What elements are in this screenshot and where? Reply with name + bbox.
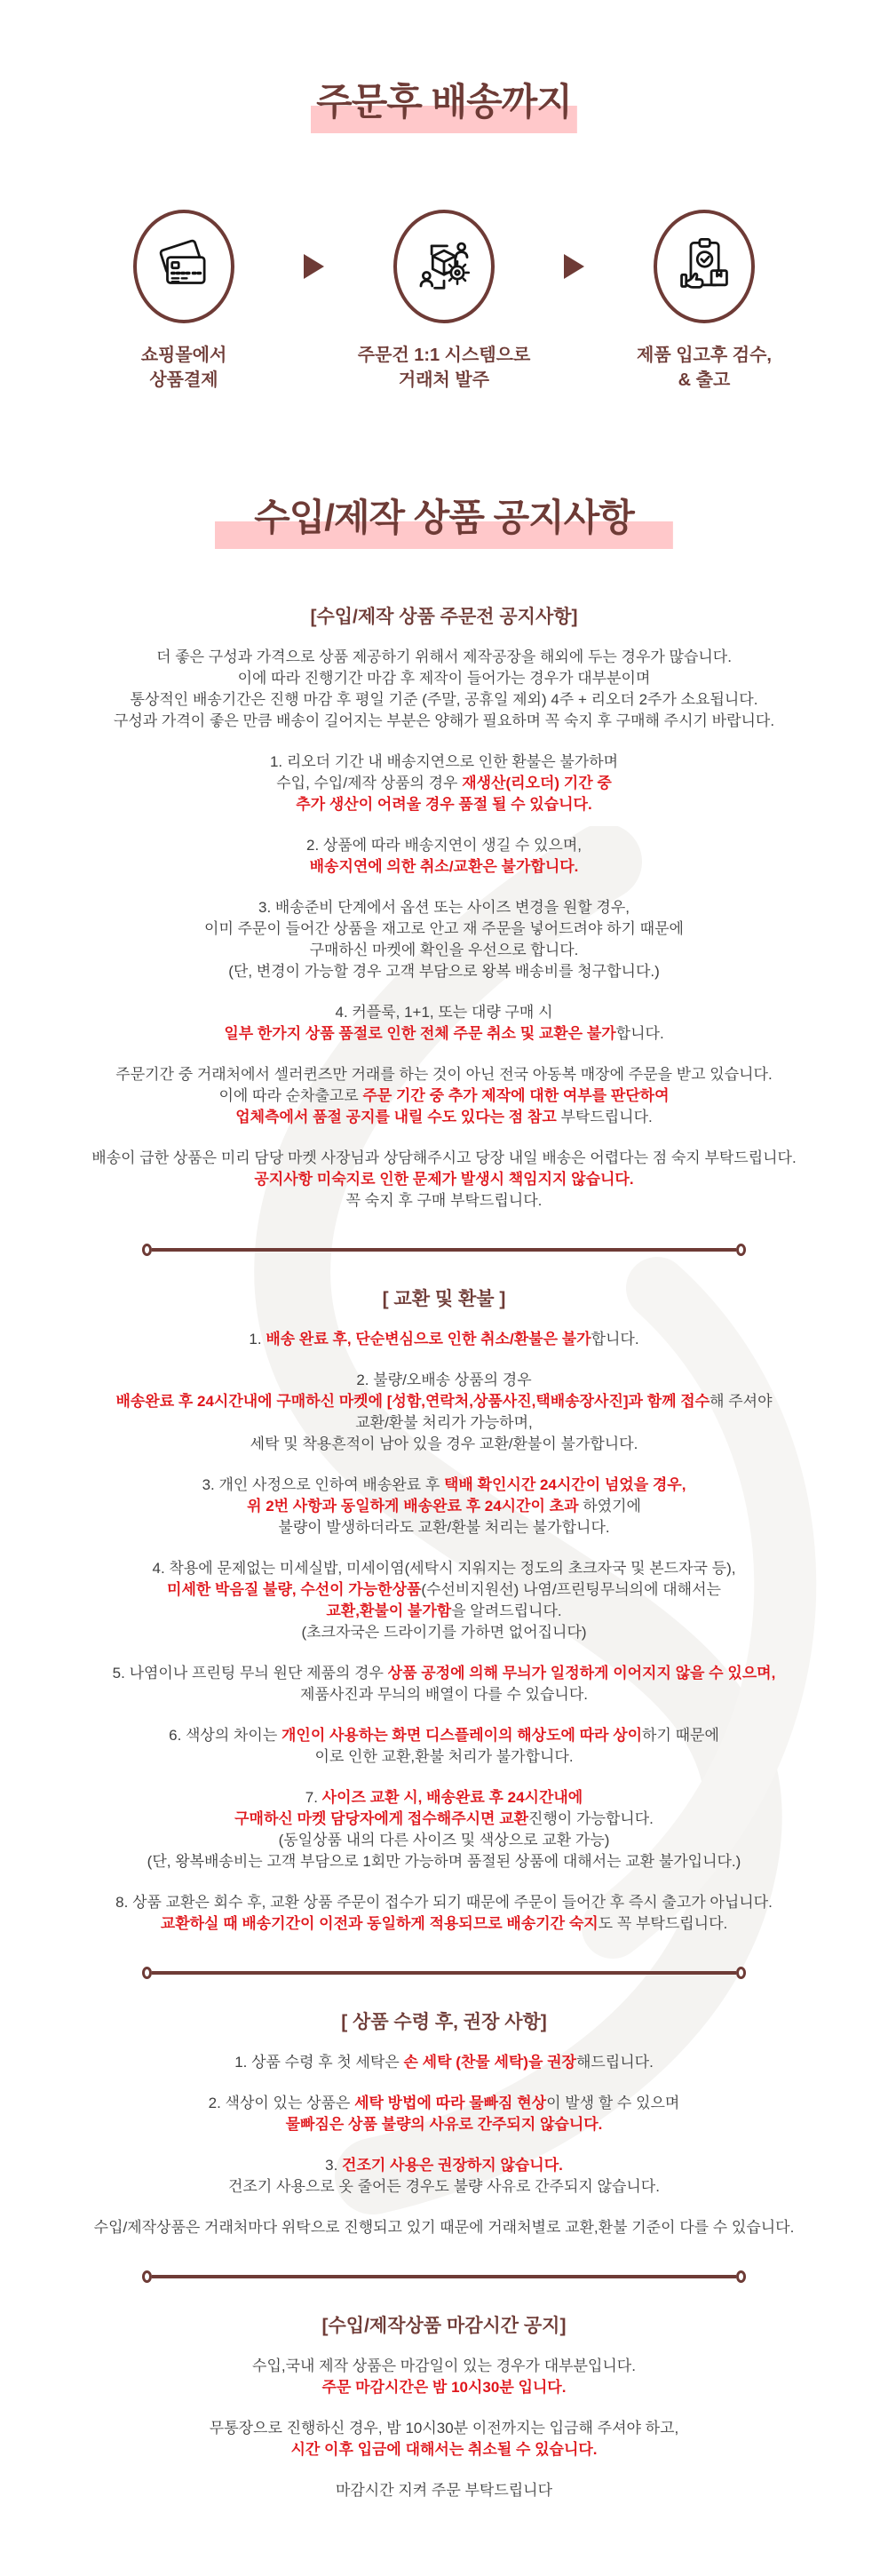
text-run: 일부 한가지 상품 품절로 인한 전체 주문 취소 및 교환은 불가 <box>224 1025 616 1043</box>
section-header: [수입/제작상품 마감시간 공지] <box>321 2316 567 2337</box>
text-run: 구성과 가격이 좋은 만큼 배송이 길어지는 부분은 양해가 필요하며 꼭 숙지 후 구매해 주시기 바랍니다. <box>113 712 775 730</box>
text-line <box>0 647 888 668</box>
text-run: (동일상품 내의 다른 사이즈 및 색상으로 교환 가능) <box>278 1832 610 1849</box>
text-line <box>0 1496 888 1517</box>
text-line <box>0 689 888 711</box>
step-label-line2: 거래처 발주 <box>398 370 490 391</box>
text-line <box>0 1370 888 1391</box>
text-run: 3. 배송준비 단계에서 옵션 또는 사이즈 변경을 원할 경우, <box>258 899 630 917</box>
text-run: 합니다. <box>591 1331 639 1348</box>
text-line <box>0 1558 888 1579</box>
text-line <box>0 1746 888 1768</box>
text-run: 구매하신 마켓에 확인을 우선으로 합니다. <box>309 942 579 959</box>
text-run: 7. <box>305 1789 322 1807</box>
text-line <box>0 794 888 815</box>
divider-end-dot <box>142 1244 152 1256</box>
text-line <box>0 1579 888 1601</box>
hero-title: 주문후 배송까지 <box>311 82 577 133</box>
process-step-payment <box>69 210 298 393</box>
order-system-icon <box>411 234 477 299</box>
text-run: 세탁 방법에 따라 물빠짐 현상 <box>354 2095 547 2112</box>
text-run: 수입/제작상품은 거래처마다 위탁으로 진행되고 있기 때문에 거래처별로 교환,환불 기준이 다를 수 있습니다. <box>93 2219 795 2237</box>
inspection-clipboard-icon <box>671 234 737 299</box>
divider-end-dot <box>736 2270 746 2283</box>
text-run: 상품 공정에 의해 무늬가 일정하게 이어지지 않을 수 있으며, <box>387 1665 776 1682</box>
divider-end-dot <box>736 1244 746 1256</box>
text-line <box>0 1622 888 1643</box>
divider-line <box>152 1971 736 1975</box>
text-run: 이미 주문이 들어간 상품을 재고로 안고 재 주문을 넣어드려야 하기 때문에 <box>204 920 684 938</box>
text-line <box>0 1085 888 1107</box>
text-run: 불량이 발생하더라도 교환/환불 처리는 불가합니다. <box>278 1519 610 1537</box>
text-run: (초크자국은 드라이기를 가하면 없어집니다) <box>301 1624 587 1642</box>
text-line <box>0 2052 888 2073</box>
text-line <box>0 2176 888 2198</box>
text-run: 교환하실 때 배송기간이 이전과 동일하게 적용되므로 배송기간 숙지 <box>160 1915 599 1933</box>
text-line <box>0 2093 888 2114</box>
text-line <box>0 1913 888 1935</box>
text-line <box>0 1851 888 1872</box>
text-run: 1. <box>249 1331 266 1348</box>
text-run: (단, 왕복배송비는 고객 부담으로 1회만 가능하며 품절된 상품에 대해서는 교환 불가입니다.) <box>147 1853 741 1871</box>
divider-line <box>152 1248 736 1252</box>
text-line <box>0 1892 888 1913</box>
text-line <box>0 940 888 961</box>
notice-paragraph <box>0 835 888 878</box>
text-line <box>0 1725 888 1746</box>
text-line <box>0 1064 888 1085</box>
text-line <box>0 1434 888 1455</box>
text-run: 1. 리오더 기간 내 배송지연으로 인한 환불은 불가하며 <box>269 753 619 771</box>
text-run: 손 세탁 (찬물 세탁)을 권장 <box>403 2054 576 2071</box>
notice-paragraph <box>0 2093 888 2135</box>
step-label <box>141 343 227 393</box>
text-line <box>0 751 888 773</box>
hero-title-row <box>0 82 888 133</box>
text-run: 배송 완료 후, 단순변심으로 인한 취소/환불은 불가 <box>266 1331 591 1348</box>
text-run: 이에 따라 순차출고로 <box>218 1087 363 1105</box>
notice-paragraph <box>0 1002 888 1045</box>
arrow-right-icon <box>564 210 584 323</box>
text-line <box>0 668 888 689</box>
text-run: 공지사항 미숙지로 인한 문제가 발생시 책임지지 않습니다. <box>254 1171 634 1189</box>
text-run: 주문 마감시간은 밤 10시30분 입니다. <box>321 2379 567 2397</box>
text-line <box>0 2439 888 2461</box>
text-run: 이에 따라 진행기간 마감 후 제작이 들어가는 경우가 대부분이며 <box>237 670 651 688</box>
text-run: 개인이 사용하는 화면 디스플레이의 해상도에 따라 상이 <box>281 1727 643 1745</box>
text-run: 합니다. <box>615 1025 664 1043</box>
process-step-inspection <box>590 210 819 393</box>
text-run: 2. 상품에 따라 배송지연이 생길 수 있으며, <box>306 837 582 855</box>
notice-paragraph <box>0 2480 888 2501</box>
text-run: 건조기 사용은 권장하지 않습니다. <box>342 2157 563 2174</box>
text-run: 4. 커플룩, 1+1, 또는 대량 구매 시 <box>335 1004 553 1022</box>
text-run: 배송이 급한 상품은 미리 담당 마켓 사장님과 상담해주시고 당장 내일 배송은 어렵다는 점 숙지 부탁드립니다. <box>91 1149 797 1167</box>
text-run: 제품사진과 무늬의 배열이 다를 수 있습니다. <box>300 1686 588 1704</box>
notice-paragraph <box>0 2356 888 2398</box>
text-run: 1. 상품 수령 후 첫 세탁은 <box>234 2054 404 2071</box>
order-process <box>0 210 888 393</box>
text-run: 하였기에 <box>578 1498 641 1515</box>
text-line <box>0 1148 888 1169</box>
text-run: 교환,환불이 불가함 <box>326 1602 452 1620</box>
text-line <box>0 2155 888 2176</box>
divider-line <box>152 2275 736 2278</box>
text-run: 6. 색상의 차이는 <box>169 1727 281 1745</box>
section-divider <box>142 2270 746 2283</box>
step-circle <box>393 210 495 323</box>
text-run: 주문 기간 중 추가 제작에 대한 여부를 판단하여 <box>362 1087 670 1105</box>
notice-paragraph <box>0 1148 888 1212</box>
text-line <box>0 1412 888 1434</box>
text-run: 수입, 수입/제작 상품의 경우 <box>276 775 463 792</box>
text-line <box>0 2377 888 2398</box>
step-label-line1: 제품 입고후 검수, <box>637 346 772 366</box>
section-header: [ 상품 수령 후, 권장 사항] <box>341 2012 547 2033</box>
text-line <box>0 1023 888 1045</box>
text-line <box>0 897 888 918</box>
notice-paragraph <box>0 1787 888 1872</box>
text-line <box>0 1601 888 1622</box>
text-line <box>0 856 888 878</box>
text-line <box>0 2418 888 2439</box>
notice-paragraph <box>0 1475 888 1538</box>
text-line <box>0 961 888 982</box>
notice-paragraph <box>0 751 888 815</box>
text-line <box>0 2217 888 2238</box>
text-line <box>0 835 888 856</box>
notice-paragraph <box>0 2155 888 2198</box>
text-line <box>0 1391 888 1412</box>
text-line <box>0 1329 888 1350</box>
text-run: 미세한 박음질 불량, 수선이 가능한상품 <box>167 1581 422 1599</box>
text-line <box>0 1517 888 1538</box>
text-run: 업체측에서 품절 공지를 내릴 수도 있다는 점 참고 <box>235 1109 557 1126</box>
text-run: 하기 때문에 <box>642 1727 719 1745</box>
credit-card-icon <box>151 234 217 299</box>
text-run: 물빠짐은 상품 불량의 사유로 간주되지 않습니다. <box>285 2116 603 2134</box>
text-run: 해드립니다. <box>575 2054 654 2071</box>
section-divider <box>142 1967 746 1979</box>
step-label <box>358 343 531 393</box>
text-line <box>0 1002 888 1023</box>
text-line <box>0 711 888 732</box>
text-run: 배송완료 후 24시간내에 구매하신 마켓에 [성함,연락처,상품사진,택배송장사진]과 함께 접수 <box>115 1393 710 1411</box>
notice-paragraph <box>0 1558 888 1643</box>
notice-paragraph <box>0 2418 888 2461</box>
text-line <box>0 1684 888 1705</box>
text-run: 꼭 숙지 후 구매 부탁드립니다. <box>345 1192 543 1210</box>
text-line <box>0 1809 888 1830</box>
text-run: 3. 개인 사정으로 인하여 배송완료 후 <box>202 1476 444 1494</box>
notice-paragraph <box>0 1892 888 1935</box>
text-run: 2. 불량/오배송 상품의 경우 <box>356 1371 532 1389</box>
text-run: 무통장으로 진행하신 경우, 밤 10시30분 이전까지는 입금해 주셔야 하고, <box>209 2420 679 2437</box>
divider-end-dot <box>142 2270 152 2283</box>
text-run: 진행이 가능합니다. <box>528 1810 654 1828</box>
text-run: 배송지연에 의한 취소/교환은 불가합니다. <box>309 858 579 876</box>
text-run: 이로 인한 교환,환불 처리가 불가합니다. <box>314 1748 574 1766</box>
notice-paragraph <box>0 897 888 982</box>
notice-paragraph <box>0 1725 888 1768</box>
text-run: 4. 착용에 문제없는 미세실밥, 미세이염(세탁시 지워지는 정도의 초크자국 및 본드자국 등), <box>152 1560 736 1578</box>
text-run: 3. <box>325 2157 343 2174</box>
arrow-right-icon <box>304 210 324 323</box>
text-run: 재생산(리오더) 기간 중 <box>462 775 612 792</box>
text-run: 위 2번 사항과 동일하게 배송완료 후 24시간이 초과 <box>247 1498 579 1515</box>
step-circle <box>133 210 234 323</box>
section-divider <box>142 1244 746 1256</box>
text-run: (단, 변경이 가능할 경우 고객 부담으로 왕복 배송비를 청구합니다.) <box>228 963 660 981</box>
notice-paragraph <box>0 1663 888 1705</box>
text-line <box>0 2480 888 2501</box>
text-run: 이 발생 할 수 있으며 <box>546 2095 680 2112</box>
notice-paragraph <box>0 2052 888 2073</box>
text-run: 2. 색상이 있는 상품은 <box>208 2095 355 2112</box>
step-label-line1: 쇼핑몰에서 <box>140 346 227 366</box>
text-line <box>0 1663 888 1684</box>
text-run: 택배 확인시간 24시간이 넘었을 경우, <box>444 1476 686 1494</box>
text-run: 더 좋은 구성과 가격으로 상품 제공하기 위해서 제작공장을 해외에 두는 경우가 많습니다. <box>156 648 732 666</box>
step-label-line2: & 출고 <box>678 370 731 391</box>
step-circle <box>654 210 755 323</box>
notice-paragraph <box>0 1064 888 1128</box>
text-run: 5. 나염이나 프린팅 무늬 원단 제품의 경우 <box>112 1665 388 1682</box>
text-run: 8. 상품 교환은 회수 후, 교환 상품 주문이 접수가 되기 때문에 주문이 들어간 후 즉시 출고가 아닙니다. <box>115 1894 773 1912</box>
notice-title: 수입/제작 상품 공지사항 <box>215 497 673 549</box>
text-run: 도 꼭 부탁드립니다. <box>598 1915 728 1933</box>
notice-title-row <box>0 497 888 549</box>
notice-body <box>0 606 888 2501</box>
text-run: 교환/환불 처리가 가능하며, <box>355 1414 533 1432</box>
text-run: 사이즈 교환 시, 배송완료 후 24시간내에 <box>321 1789 583 1807</box>
divider-end-dot <box>142 1967 152 1979</box>
step-label <box>637 343 772 393</box>
text-run: (수선비지원선) 나염/프린팅무늬의에 대해서는 <box>421 1581 721 1599</box>
text-line <box>0 2114 888 2135</box>
text-run: 을 알려드립니다. <box>451 1602 562 1620</box>
section-header: [수입/제작 상품 주문전 공지사항] <box>310 607 578 628</box>
text-line <box>0 773 888 794</box>
notice-paragraph <box>0 2217 888 2238</box>
section-header: [ 교환 및 환불 ] <box>382 1289 506 1310</box>
text-line <box>0 1190 888 1212</box>
text-run: 해 주셔야 <box>710 1393 773 1411</box>
text-run: 시간 이후 입금에 대해서는 취소될 수 있습니다. <box>290 2441 598 2459</box>
divider-end-dot <box>736 1967 746 1979</box>
text-run: 추가 생산이 어려울 경우 품절 될 수 있습니다. <box>296 796 592 814</box>
text-line <box>0 1475 888 1496</box>
text-run: 마감시간 지켜 주문 부탁드립니다 <box>335 2482 553 2500</box>
text-line <box>0 1830 888 1851</box>
notice-paragraph <box>0 647 888 732</box>
text-run: 통상적인 배송기간은 진행 마감 후 평일 기준 (주말, 공휴일 제외) 4주 + 리오더 2주가 소요됩니다. <box>130 691 758 709</box>
text-line <box>0 1107 888 1128</box>
notice-paragraph <box>0 1370 888 1455</box>
text-line <box>0 918 888 940</box>
step-label-line1: 주문건 1:1 시스템으로 <box>357 346 531 366</box>
text-run: 수입,국내 제작 상품은 마감일이 있는 경우가 대부분입니다. <box>252 2357 636 2375</box>
text-line <box>0 1787 888 1809</box>
text-line <box>0 2356 888 2377</box>
text-run: 구매하신 마켓 담당자에게 접수해주시면 교환 <box>234 1810 529 1828</box>
step-label-line2: 상품결제 <box>149 370 218 391</box>
text-run: 주문기간 중 거래처에서 셀러퀸즈만 거래를 하는 것이 아닌 전국 아동복 매장에 주문을 받고 있습니다. <box>115 1066 773 1084</box>
text-run: 건조기 사용으로 옷 줄어든 경우도 불량 사유로 간주되지 않습니다. <box>228 2178 660 2196</box>
text-line <box>0 1169 888 1190</box>
text-run: 세탁 및 착용흔적이 남아 있을 경우 교환/환불이 불가합니다. <box>250 1435 638 1453</box>
text-run: 부탁드립니다. <box>556 1109 653 1126</box>
notice-paragraph <box>0 1329 888 1350</box>
process-step-order-system <box>329 210 559 393</box>
